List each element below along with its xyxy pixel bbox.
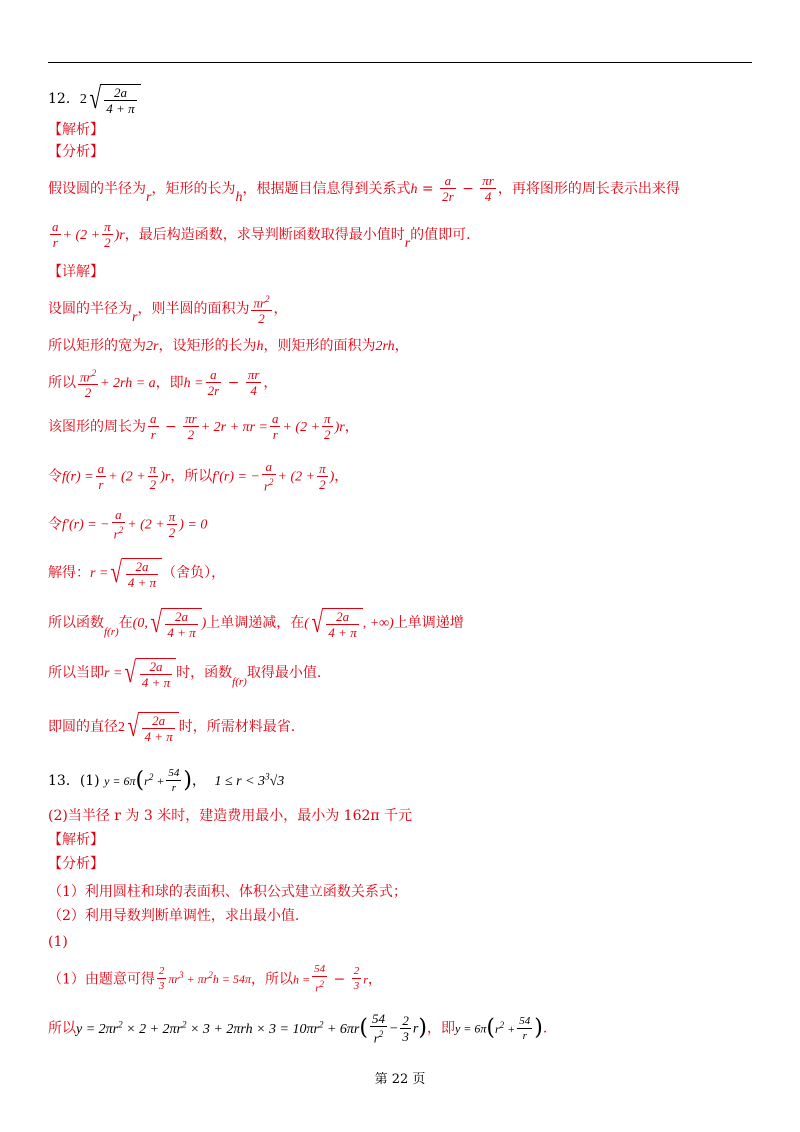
q12-fenxi-line2: $\frac{a}{r}$ + (2 + $\frac{\pi}{2}$ )r，最后构造函数，求导判断函数取得最小值时r的值即可. [52,219,471,251]
page-footer: 第 22 页 [374,1072,426,1087]
q12-detail-line1: 设圆的半径为r，则半圆的面积为 $\frac{\pi r^2}{2}$ ， [48,294,288,327]
q12-number: 12． [48,91,80,107]
q12-detail-line5: 令f(r) = $\frac{a}{r}$ + (2 + $\frac{\pi}{2}$ )r，所以f′(r) = − $\frac{a}{r^2}$ + (2 + $\frac{\pi}{2}$ )， [48,459,349,494]
q13-step1: （1）由题意可得 $\frac{2}{3}$ $\pi r^3 + \pi r^2h = 54\pi$，所以h = $\frac{54}{r^2}$ − $\frac{2}{3}$ r， [48,963,382,995]
q12-detail-line9: 所以当即r = √ $\frac{2a}{4 + \pi}$ 时，函数$_{f(r)}$取得最小值. [48,656,322,690]
q13-part1: (1) [48,934,68,950]
q12-answer-line [48,82,141,116]
q13-tag-jiexi: 【解析】 [48,832,104,848]
q13-fenxi-2: （2）利用导数判断单调性，求出最小值. [48,908,300,924]
q12-tag-jiexi: 【解析】 [48,122,104,138]
q13-fenxi-1: （1）利用圆柱和球的表面积、体积公式建立函数关系式； [48,884,407,900]
q12-answer-sqrt: √ $\frac{2a}{4 + \pi}$ [87,82,141,116]
q13-tag-fenxi: 【分析】 [48,856,104,872]
q12-detail-line4: 该图形的周长为 $\frac{a}{r}$ − $\frac{\pi r}{2}$ + 2r + πr = $\frac{a}{r}$ + (2 + $\frac{\pi}{2}$ )r， [48,411,359,442]
q12-detail-line10: 即圆的直径2 √ $\frac{2a}{4 + \pi}$ 时，所需材料最省. [48,710,296,744]
header-rule [48,62,752,63]
q12-detail-line7: 解得：r = √ $\frac{2a}{4 + \pi}$ （舍负）， [48,556,226,590]
q12-detail-line8: 所以函数$_{f(r)}$在(0, √ $\frac{2a}{4 + \pi}$ )上单调递减，在( √ $\frac{2a}{4 + \pi}$ , +∞)上单调递增 [48,606,464,640]
q12-detail-line2: 所以矩形的宽为2r，设矩形的长为h，则矩形的面积为2rh， [48,338,409,354]
q12-detail-line6: 令f′(r) = − $\frac{a}{r^2}$ + (2 + $\frac{\pi}{2}$ ) = 0 [48,507,208,542]
q12-fenxi-line1: 假设圆的半径为r，矩形的长为h，根据题目信息得到关系式h = $\frac{a}{2r}$ − $\frac{\pi r}{4}$ ，再将图形的周长表示出来得 [48,173,680,205]
q13-step2: 所以$y = 2\pi r^2 \times 2 + 2\pi r^2 \times 3 + 2\pi rh \times 3 = 10\pi r^2 + 6\pi r$( $\frac{54}{r^2}$ − $\frac{2}{3}$ r)，即$y = 6\pi(r^2$ + $\frac{54}{r}$ ). [48,1011,548,1046]
q12-tag-fenxi: 【分析】 [48,144,104,160]
q12-tag-xiangjie: 【详解】 [48,264,104,280]
q13-answer1-line: 13．(1) $y = 6\pi(r^2$ + $\frac{54}{r}$ )， $1 \le r < 3^3√3$ [48,767,285,794]
q12-detail-line3: 所以 $\frac{\pi r^2}{2}$ + 2rh = a，即h = $\frac{a}{2r}$ − $\frac{\pi r}{4}$ ， [48,367,278,401]
q12-answer-coef: 2 [79,92,87,107]
q13-answer2: (2)当半径 r 为 3 米时，建造费用最小，最小为 162π 千元 [48,808,413,824]
